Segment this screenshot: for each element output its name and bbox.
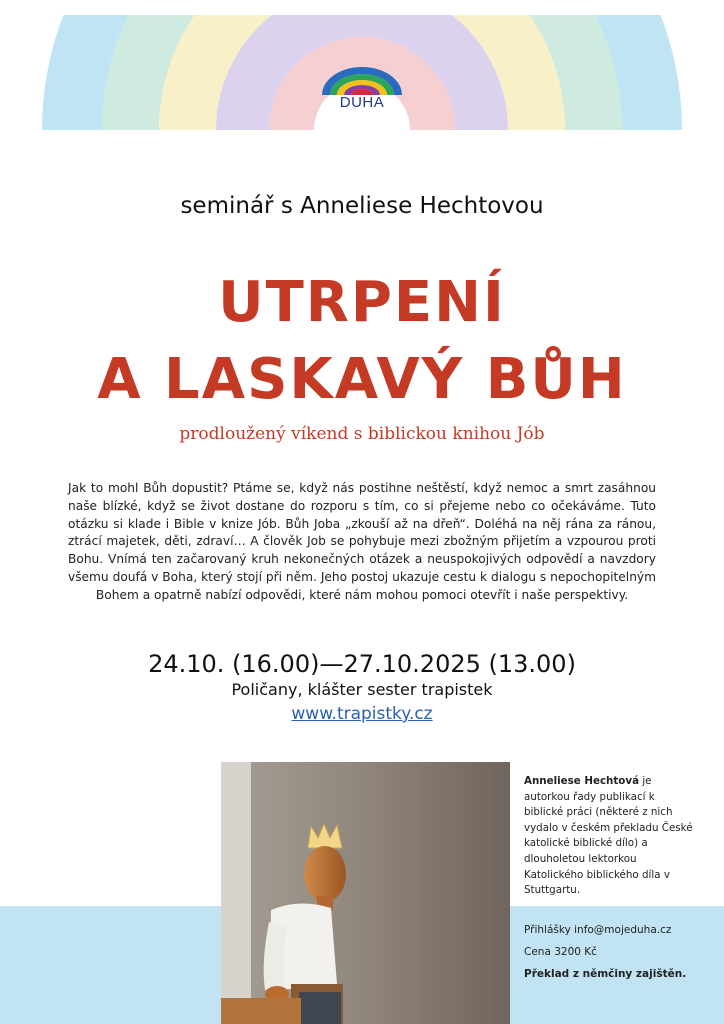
event-dates: 24.10. (16.00)—27.10.2025 (13.00) [148,650,576,678]
author-bio [524,774,694,899]
translation-info: Překlad z němčiny zajištěn. [524,968,687,980]
registration-info: Přihlášky info@mojeduha.cz [524,924,672,936]
duha-logo [316,64,408,116]
author-name: Anneliese Hechtová [524,775,640,787]
description-paragraph: Jak to mohl Bůh dopustit? Ptáme se, když nás postihne neštěstí, když nemoc a smrt zasáhnou naše blízké, když se život dostane do rozporu s tím, co si přejeme nebo co očekáváme. Tuto otázku si klade i Bible v knize Jób. Bůh Joba „zkouší až na dřeň“. Doléhá na něj rána za ránou, ztrácí majetek, děti, zdraví… A člověk Job se pohybuje mezi zbožným přijetím a vzpourou proti Bohu. Vnímá ten začarovaný kruh nekonečných otázek a neuspokojivých odpovědí a navzdory všemu doufá v Boha, který stojí při něm. Jeho postoj ukazuje cestu k dialogu s nepochopitelným Bohem a opatrně nabízí odpovědi, které nám mohou pomoci otevřít i naše perspektivy. [68,481,656,602]
author-bio-text: je autorkou řady publikací k biblické práci (některé z nich vydalo v českém překladu České katolické biblické dílo) a dlouholetou lektorkou Katolického biblického díla v Stuttgartu. [524,775,693,897]
subtitle: prodloužený víkend s biblickou knihou Jób [179,424,545,444]
title-line-2: A LASKAVÝ BŮH [97,347,627,412]
job-figure-photo [221,762,510,1024]
website-link[interactable]: www.trapistky.cz [291,704,433,724]
seminar-heading: seminář s Anneliese Hechtovou [180,193,544,219]
logo-text: DUHA [339,94,385,111]
event-place: Poličany, klášter sester trapistek [231,680,493,699]
title-line-1: UTRPENÍ [218,270,506,335]
rainbow-logo-icon [316,64,408,96]
price-info: Cena 3200 Kč [524,946,597,958]
